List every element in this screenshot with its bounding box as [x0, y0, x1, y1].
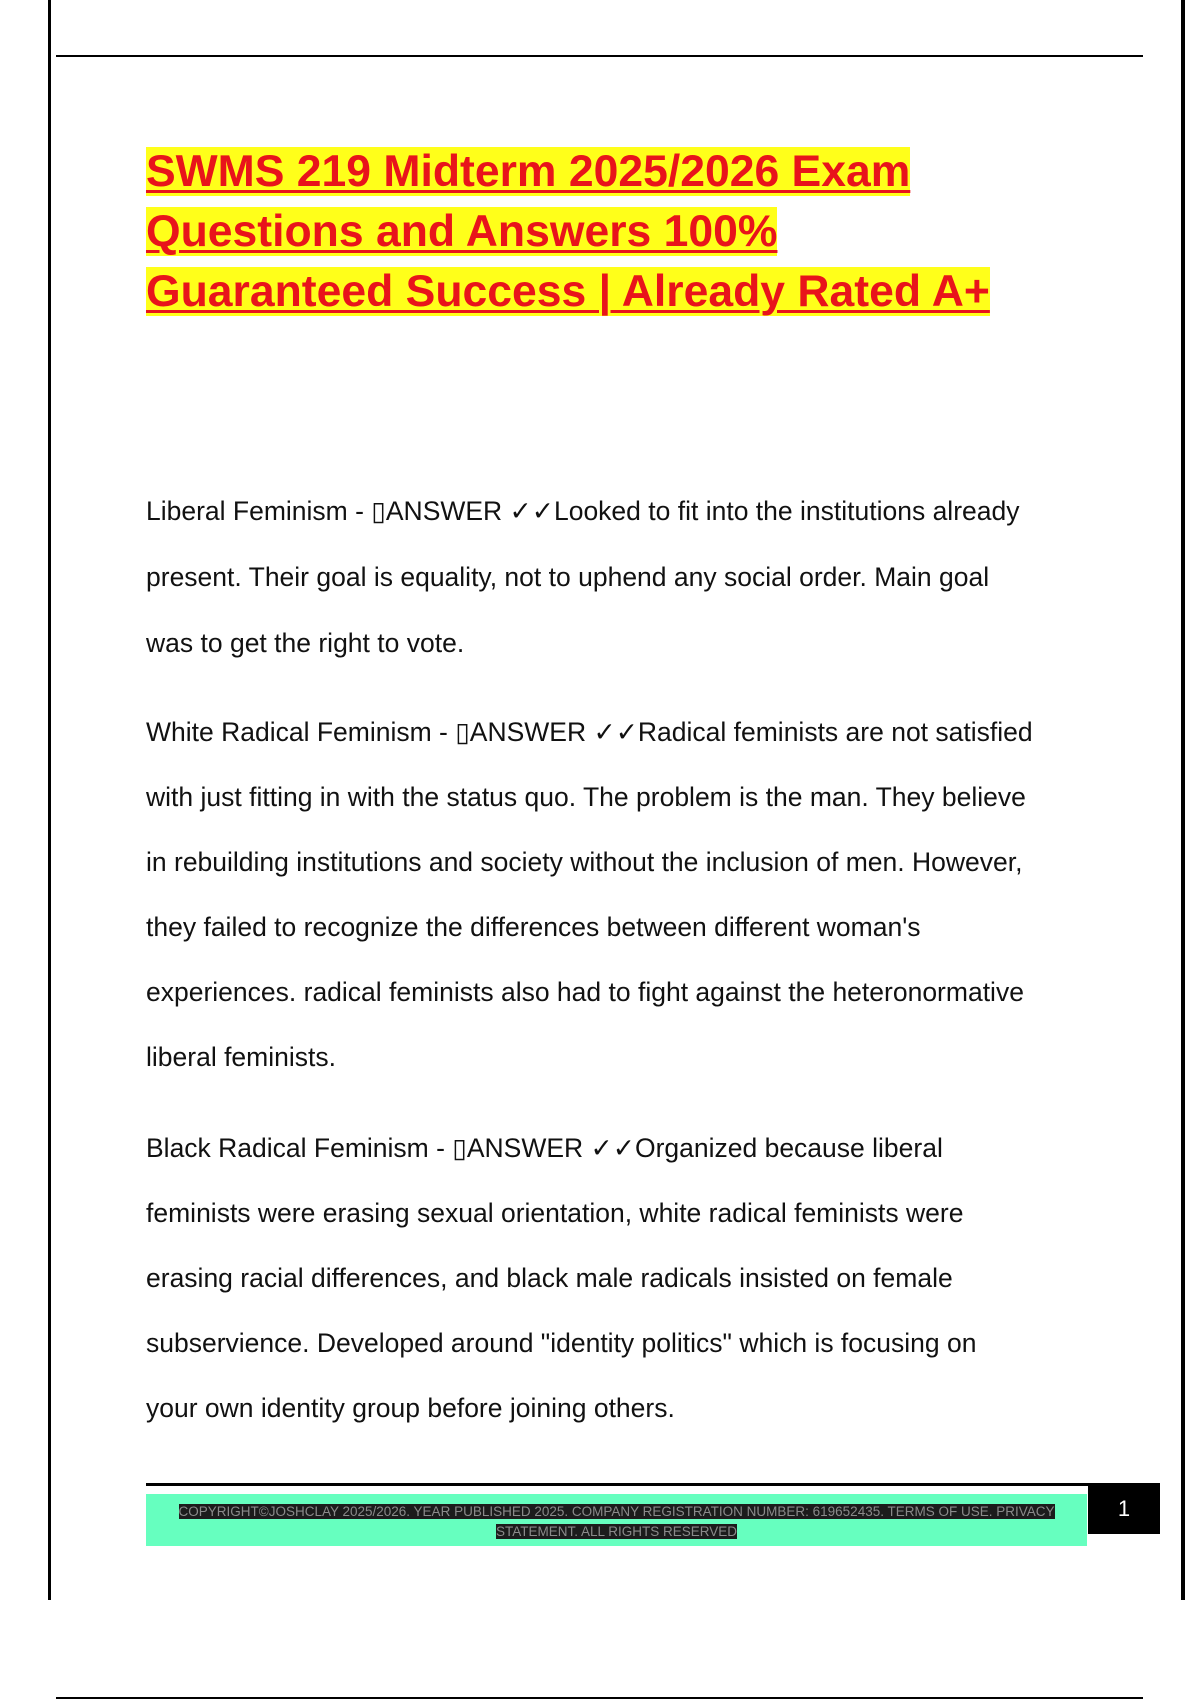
page-number: 1 [1088, 1483, 1160, 1534]
qa-line: erasing racial differences, and black male radicals insisted on female [146, 1263, 953, 1293]
qa-line: Black Radical Feminism - ▯ANSWER ✓✓Organized because liberal [146, 1133, 943, 1163]
copyright-text: COPYRIGHT©JOSHCLAY 2025/2026. YEAR PUBLISHED 2025. COMPANY REGISTRATION NUMBER: 619652435. TERMS OF USE. PRIVACY [178, 1504, 1055, 1519]
qa-entry-white-radical-feminism [146, 700, 1106, 1090]
qa-line: your own identity group before joining others. [146, 1393, 675, 1423]
qa-line: with just fitting in with the status quo. The problem is the man. They believe [146, 782, 1026, 812]
qa-line: White Radical Feminism - ▯ANSWER ✓✓Radical feminists are not satisfied [146, 717, 1033, 747]
right-border [1181, 0, 1185, 1600]
qa-line: they failed to recognize the differences between different woman's [146, 912, 921, 942]
title-line: Questions and Answers 100% [146, 207, 778, 256]
qa-line: experiences. radical feminists also had to fight against the heteronormative [146, 977, 1024, 1007]
title-line: SWMS 219 Midterm 2025/2026 Exam [146, 147, 911, 196]
qa-entry-liberal-feminism [146, 478, 1106, 676]
left-border [48, 0, 51, 1600]
qa-line: present. Their goal is equality, not to uphend any social order. Main goal [146, 562, 990, 592]
qa-line: feminists were erasing sexual orientation, white radical feminists were [146, 1198, 964, 1228]
qa-line: subservience. Developed around "identity politics" which is focusing on [146, 1328, 977, 1358]
copyright-text: STATEMENT. ALL RIGHTS RESERVED [495, 1524, 738, 1539]
qa-line: Liberal Feminism - ▯ANSWER ✓✓Looked to fit into the institutions already [146, 496, 1020, 526]
qa-entry-black-radical-feminism [146, 1116, 1106, 1441]
qa-line: in rebuilding institutions and society without the inclusion of men. However, [146, 847, 1023, 877]
footer-rule [146, 1483, 1088, 1486]
document-title [146, 142, 1146, 322]
title-line: Guaranteed Success | Already Rated A+ [146, 267, 990, 316]
header-rule [56, 55, 1143, 57]
copyright-footer [146, 1494, 1087, 1546]
page-bottom-rule [56, 1697, 1143, 1699]
qa-line: was to get the right to vote. [146, 628, 465, 658]
qa-line: liberal feminists. [146, 1042, 336, 1072]
